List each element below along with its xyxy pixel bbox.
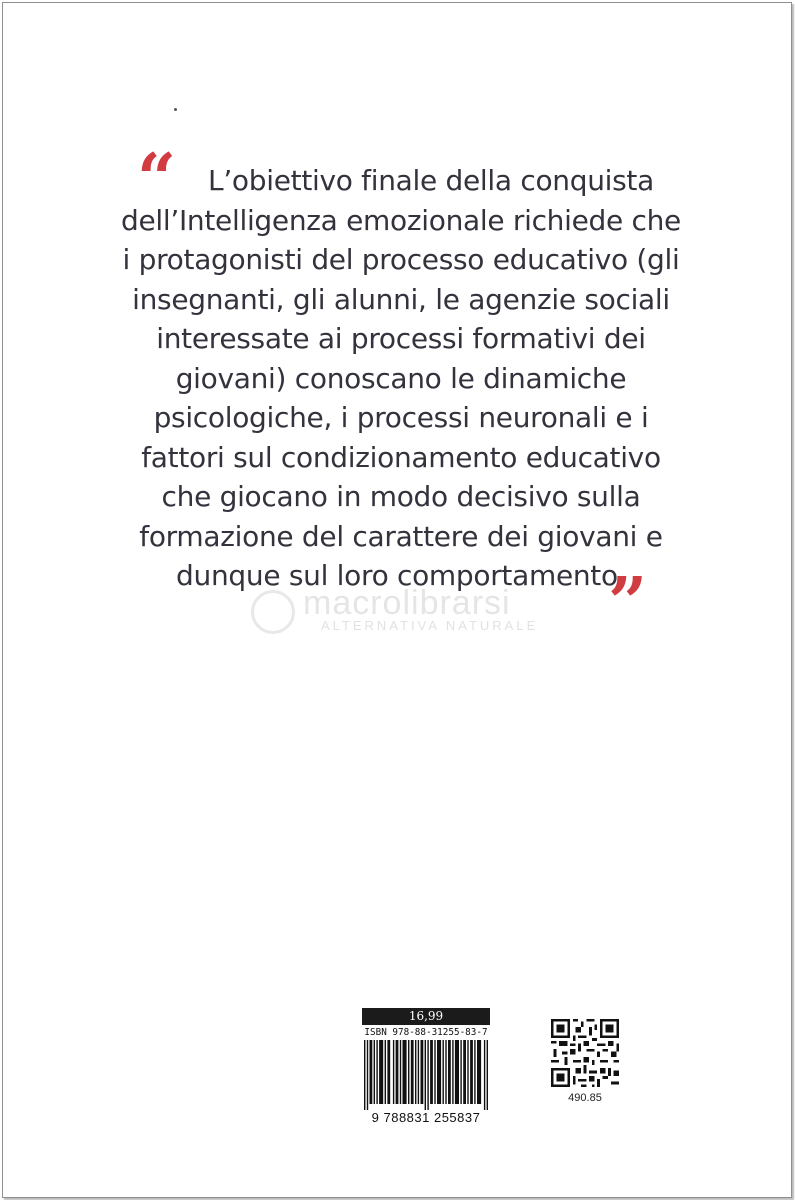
quote-line: insegnanti, gli alunni, le agenzie sociali	[132, 282, 670, 316]
watermark-brand: macrolibrarsi	[303, 584, 511, 622]
quote-line: psicologiche, i processi neuronali e i	[153, 401, 649, 434]
quote-line: che giocano in modo decisivo sulla	[161, 480, 641, 513]
watermark-logo-icon	[251, 590, 295, 634]
quote-line: dunque sul loro comportamento.	[176, 559, 626, 592]
quote-line: fattori sul condizionamento educativo	[141, 440, 661, 474]
qr-code-icon	[551, 1019, 619, 1087]
barcode-bars-icon	[364, 1040, 488, 1110]
isbn-barcode-label	[362, 1008, 490, 1128]
quote-line: i protagonisti del processo educativo (gli	[122, 243, 680, 276]
quote-line: giovani) conoscano le dinamiche	[175, 361, 627, 395]
open-quote-icon: “	[137, 139, 171, 219]
quote-line: dell’Intelligenza emozionale richiede che	[121, 203, 681, 237]
watermark	[251, 584, 561, 638]
close-quote-icon: ”	[608, 563, 642, 643]
watermark-tagline: ALTERNATIVA NATURALE	[321, 618, 539, 633]
product-code: 490.85	[568, 1092, 602, 1104]
quote-line: L’obiettivo finale della conquista	[208, 164, 654, 197]
book-back-cover	[2, 2, 792, 1198]
price-label: 16,99	[362, 1008, 490, 1025]
isbn-text: ISBN 978-88-31255-83-7	[364, 1027, 488, 1038]
quote-line: interessate ai processi formativi dei	[156, 322, 646, 355]
ean-number: 9 788831 255837	[371, 1110, 481, 1125]
decorative-dot	[174, 108, 177, 111]
back-cover-quote	[103, 161, 699, 596]
quote-line: formazione del carattere dei giovani e	[139, 519, 663, 553]
